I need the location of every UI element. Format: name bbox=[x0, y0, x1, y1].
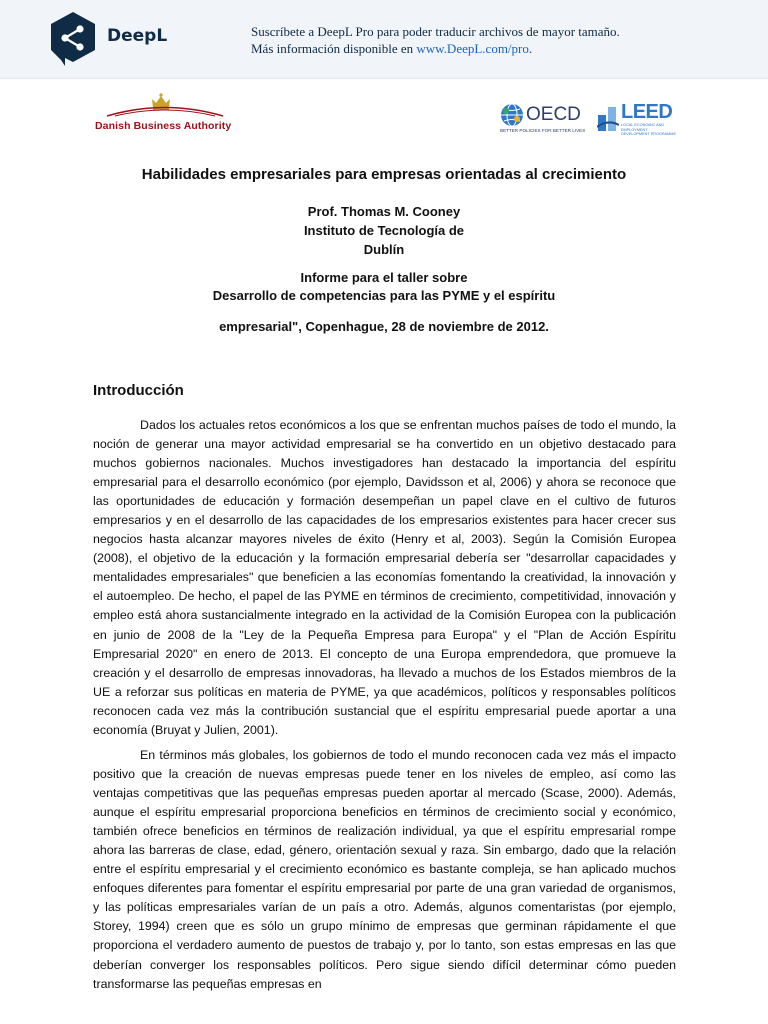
oecd-globe-icon bbox=[500, 103, 524, 127]
deepl-brand-name: DeepL bbox=[107, 26, 168, 46]
deepl-share-icon[interactable] bbox=[47, 10, 99, 66]
promo-line-2-prefix: Más información disponible en bbox=[251, 41, 417, 56]
author-block bbox=[0, 202, 768, 259]
leed-logo bbox=[597, 101, 677, 135]
promo-line-2-suffix: . bbox=[528, 41, 533, 56]
oecd-logo bbox=[500, 103, 592, 135]
body-paragraph: Dados los actuales retos económicos a los que se enfrentan muchos países de todo el mundo, la noción de generar una mayor actividad empresarial se ha convertido en un objetivo destacado para muchos gobiernos nacionales. Muchos investigadores han destacado la importancia del espíritu empresarial para el desarrollo económico (por ejemplo, Davidsson et al, 2006) y ahora se reconoce que las oportunidades de educación y formación desempeñan un papel clave en el cultivo de futuros empresarios y en el desarrollo de las capacidades de los empresarios existentes para hacer crecer sus negocios hasta alcanzar mayores niveles de éxito (Henry et al, 2003). Según la Comisión Europea (2008), el objetivo de la educación y la formación empresarial debería ser "desarrollar capacidades y mentalidades empresariales" que beneficien a las economías fomentando la creatividad, la innovación y el autoempleo. De hecho, el papel de las PYME en términos de crecimiento, competitividad, innovación y empleo está ahora sustancialmente integrado en la actividad de la Comisión Europea con la publicación en junio de 2008 de la "Ley de la Pequeña Empresa para Europa" y el "Plan de Acción Espíritu Empresarial 2020" en enero de 2013. El concepto de una Europa emprendedora, que promueve la creación y el desarrollo de empresas innovadoras, ha llevado a muchos de los Estados miembros de la UE a reforzar sus políticas en materia de PYME, ya que académicos, políticos y responsables políticos reconocen cada vez más la contribución sustancial que el espíritu empresarial puede aportar a una economía (Bruyat y Julien, 2001). bbox=[93, 418, 676, 737]
oecd-tagline: BETTER POLICIES FOR BETTER LIVES bbox=[500, 128, 586, 133]
danish-business-authority-logo bbox=[95, 93, 235, 135]
leed-tagline: LOCAL ECONOMIC AND EMPLOYMENT DEVELOPMENT PROGRAMME bbox=[621, 123, 676, 137]
deepl-pro-link[interactable]: www.DeepL.com/pro bbox=[416, 41, 529, 56]
danish-business-authority-text: Danish Business Authority bbox=[95, 120, 232, 132]
leed-mark-icon bbox=[597, 105, 619, 131]
logo-arc-lines bbox=[105, 103, 225, 117]
author-city: Dublín bbox=[363, 242, 405, 257]
author-affiliation: Instituto de Tecnología de bbox=[303, 223, 465, 238]
body-paragraph: En términos más globales, los gobiernos de todo el mundo reconocen cada vez más el impacto positivo que la creación de nuevas empresas puede tener en los niveles de empleo, así como las ventajas competitivas que las pequeñas empresas pueden aportar al mercado (Scase, 2000). Además, aunque el espíritu empresarial proporciona beneficios en términos de crecimiento social y económico, también ofrece beneficios en términos de realización individual, ya que el espíritu empresarial rompe ahora las barreras de clase, edad, género, orientación sexual y raza. Sin embargo, dado que la relación entre el espíritu empresarial y el crecimiento económico es bastante compleja, se han aplicado muchos enfoques diferentes para fomentar el espíritu empresarial por parte de una gran variedad de organismos, y las políticas empresariales varían de un país a otro. Además, algunos comentaristas (por ejemplo, Storey, 1994) creen que es sólo un grupo mínimo de empresas que germinan rápidamente el que proporciona el verdadero aumento de puestos de trabajo y, por lo tanto, son estas empresas en las que deberían converger los responsables políticos. Pero sigue siendo difícil determinar cómo pueden transformarse las pequeñas empresas en bbox=[93, 748, 676, 991]
author-name: Prof. Thomas M. Cooney bbox=[307, 204, 461, 219]
oecd-wordmark: OECD bbox=[526, 104, 581, 125]
promo-line-1: Suscríbete a DeepL Pro para poder traducir archivos de mayor tamaño. bbox=[251, 24, 620, 39]
section-heading: Introducción bbox=[93, 382, 184, 399]
leed-wordmark: LEED bbox=[621, 101, 673, 123]
report-line-3: empresarial", Copenhague, 28 de noviembre de 2012. bbox=[219, 319, 549, 334]
report-line-1: Informe para el taller sobre bbox=[300, 270, 468, 285]
report-info bbox=[0, 269, 768, 305]
deepl-promo-text bbox=[251, 23, 620, 57]
document-title: Habilidades empresariales para empresas orientadas al crecimiento bbox=[141, 166, 627, 183]
deepl-banner bbox=[0, 0, 768, 79]
report-line-2: Desarrollo de competencias para las PYME y el espíritu bbox=[212, 288, 556, 303]
promo-line-2 bbox=[251, 40, 620, 57]
